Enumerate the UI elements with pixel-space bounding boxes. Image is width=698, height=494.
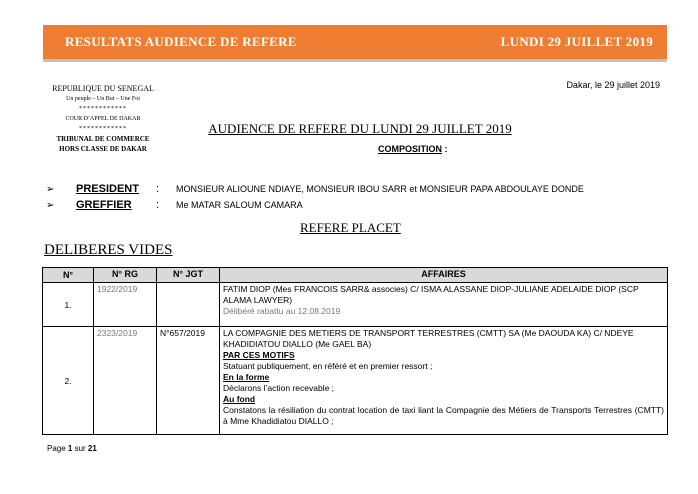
forme-text: Déclarons l’action recevable ; — [223, 383, 335, 393]
section-heading: REFERE PLACET — [300, 220, 401, 235]
case-number: 1. — [43, 283, 94, 327]
subsection-heading: DELIBERES VIDES — [44, 242, 173, 258]
letterhead — [40, 84, 166, 154]
letterhead-motto: Un peuple – Un But – Une Foi — [66, 96, 140, 102]
case-affaires — [220, 283, 668, 327]
banner-date: LUNDI 29 JUILLET 2019 — [500, 34, 653, 49]
case-affaires — [220, 327, 668, 435]
letterhead-tribunal-class: HORS CLASSE DE DAKAR — [59, 145, 147, 153]
case-rg: 2323/2019 — [94, 327, 157, 435]
footer-current-page: 1 — [67, 444, 73, 453]
banner-shadow — [43, 59, 667, 62]
case-parties: LA COMPAGNIE DES METIERS DE TRANSPORT TERRESTRES (CMTT) SA (Me DAOUDA KA) C/ NDEYE KHADIDIATOU DIALLO (Me GAEL BA) — [223, 328, 634, 349]
composition-heading — [378, 144, 448, 154]
member-colon: : — [156, 183, 160, 195]
member-row-greffier — [46, 199, 584, 215]
member-names: MONSIEUR ALIOUNE NDIAYE, MONSIEUR IBOU SARR et MONSIEUR PAPA ABDOULAYE DONDE — [176, 184, 584, 194]
letterhead-republic: REPUBLIQUE DU SENEGAL — [52, 84, 154, 93]
column-header-num: N° — [43, 268, 94, 283]
member-role: PRESIDENT — [76, 183, 139, 195]
table-header-row — [43, 268, 668, 283]
arrow-bullet-icon: ➢ — [46, 184, 55, 195]
cases-table — [42, 267, 668, 435]
column-header-jgt: N° JGT — [157, 268, 220, 283]
case-jgt — [157, 283, 220, 327]
motifs-text: Statuant publiquement, en référé et en premier ressort ; — [223, 361, 433, 371]
table-row — [43, 327, 668, 435]
case-note: Délibéré rabattu au 12.08.2019 — [223, 306, 341, 316]
footer-middle: sur — [72, 444, 88, 453]
fond-label: Au fond — [223, 394, 256, 404]
member-row-president — [46, 183, 584, 199]
composition-suffix: : — [442, 144, 448, 154]
column-header-affaires: AFFAIRES — [220, 268, 668, 283]
members-list — [46, 183, 584, 215]
composition-label: COMPOSITION — [378, 144, 443, 154]
footer-total-pages: 21 — [87, 444, 97, 453]
member-role: GREFFIER — [76, 199, 132, 211]
column-header-rg: N° RG — [94, 268, 157, 283]
letterhead-stars: ************ — [79, 126, 127, 132]
banner-title: RESULTATS AUDIENCE DE REFERE — [65, 34, 297, 49]
case-number: 2. — [43, 327, 94, 435]
page-footer — [47, 444, 97, 453]
date-line: Dakar, le 29 juillet 2019 — [566, 80, 660, 90]
header-banner — [43, 25, 667, 59]
letterhead-tribunal: TRIBUNAL DE COMMERCE — [56, 135, 150, 143]
table-row — [43, 283, 668, 327]
motifs-label: PAR CES MOTIFS — [223, 350, 295, 360]
member-names: Me MATAR SALOUM CAMARA — [176, 200, 303, 210]
case-rg: 1922/2019 — [94, 283, 157, 327]
forme-label: En la forme — [223, 372, 270, 382]
arrow-bullet-icon: ➢ — [46, 200, 55, 211]
case-jgt: N°657/2019 — [157, 327, 220, 435]
letterhead-stars: ************ — [79, 106, 127, 112]
document-title: AUDIENCE DE REFERE DU LUNDI 29 JUILLET 2019 — [208, 121, 512, 136]
member-colon: : — [156, 199, 160, 211]
letterhead-court: COUR D’APPEL DE DAKAR — [65, 116, 141, 122]
footer-prefix: Page — [47, 444, 68, 453]
case-parties: FATIM DIOP (Mes FRANCOIS SARR& associes) C/ ISMA ALASSANE DIOP-JULIANE ADELAIDE DIOP (SCP ALAMA LAWYER) — [223, 284, 639, 305]
fond-text: Constatons la résiliation du contrat location de taxi liant la Compagnie des Métiers de Transports Terrestres (CMTT) à Mme Khadidiatou DIALLO ; — [223, 405, 664, 426]
